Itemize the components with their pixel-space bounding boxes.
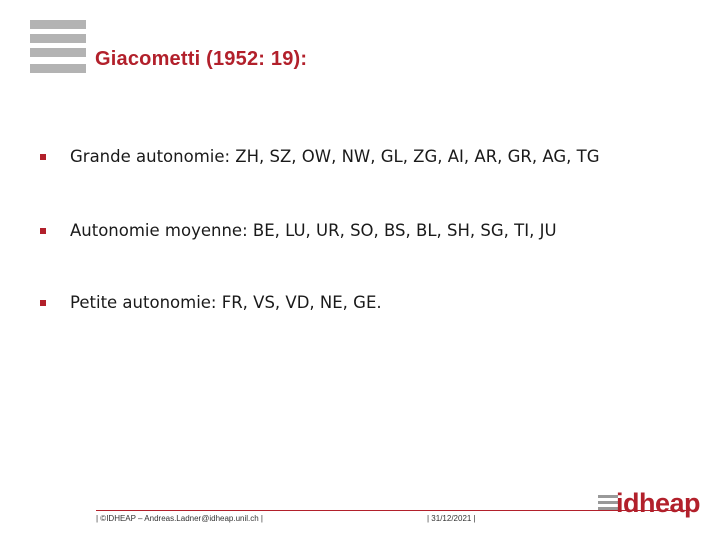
- logo-bar: [30, 34, 86, 43]
- bullet-marker-icon: [40, 300, 46, 306]
- footer-date: | 31/12/2021 |: [427, 514, 476, 523]
- bullet-text: Autonomie moyenne: BE, LU, UR, SO, BS, BL, SH, SG, TI, JU: [70, 221, 557, 240]
- bullet-item: [40, 292, 382, 314]
- logo-bar: [30, 64, 86, 73]
- footer-author: | ©IDHEAP – Andreas.Ladner@idheap.unil.ch |: [96, 514, 264, 523]
- logo-bar: [30, 48, 86, 57]
- idheap-logo-lines-icon: [598, 495, 618, 513]
- logo-bar: [30, 20, 86, 29]
- bullet-marker-icon: [40, 154, 46, 160]
- bullet-text: Petite autonomie: FR, VS, VD, NE, GE.: [70, 293, 382, 312]
- bullet-item: [40, 146, 600, 168]
- idheap-logo-text: idheap: [616, 488, 701, 518]
- slide-title: Giacometti (1952: 19):: [95, 48, 308, 70]
- bullet-item: [40, 220, 557, 242]
- slide-corner-logo-icon: [30, 20, 86, 76]
- bullet-text: Grande autonomie: ZH, SZ, OW, NW, GL, ZG, AI, AR, GR, AG, TG: [70, 147, 600, 166]
- idheap-logo-icon: [598, 488, 701, 522]
- bullet-marker-icon: [40, 228, 46, 234]
